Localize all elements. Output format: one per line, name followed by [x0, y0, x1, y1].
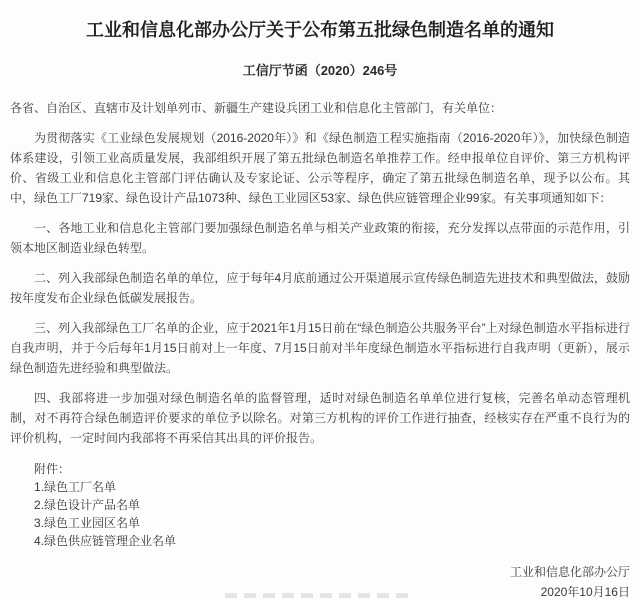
- body-paragraph-item-3: 三、列入我部绿色工厂名单的企业，应于2021年1月15日前在“绿色制造公共服务平台”上对绿色制造水平指标进行自我声明，并于今后每年1月15日前对上一年度、7月15日前对半年度绿色制造水平指标进行自我声明（更新），展示绿色制造先进经验和典型做法。: [10, 321, 630, 375]
- signature-date: 2020年10月16日: [540, 585, 630, 599]
- document-number: 工信厅节函（2020）246号: [242, 63, 398, 78]
- body-paragraph-item-2: 二、列入我部绿色制造名单的单位，应于每年4月底前通过公开渠道展示宣传绿色制造先进技术和典型做法，鼓励按年度发布企业绿色低碳发展报告。: [10, 271, 630, 305]
- attachment-item-2: 2.绿色设计产品名单: [34, 498, 141, 512]
- attachment-item-1: 1.绿色工厂名单: [34, 480, 117, 494]
- attachments-section: [10, 460, 630, 550]
- cutoff-text-fragment: [225, 593, 415, 598]
- salutation-line: 各省、自治区、直辖市及计划单列市、新疆生产建设兵团工业和信息化主管部门，有关单位：: [10, 101, 503, 115]
- page-title: 工业和信息化部办公厅关于公布第五批绿色制造名单的通知: [86, 20, 554, 40]
- signature-organization: 工业和信息化部办公厅: [509, 565, 630, 579]
- attachment-item-3: 3.绿色工业园区名单: [34, 516, 141, 530]
- attachments-label: 附件：: [34, 462, 71, 476]
- body-paragraph-intro: 为贯彻落实《工业绿色发展规划（2016-2020年）》和《绿色制造工程实施指南（2016-2020年）》，加快绿色制造体系建设，引领工业高质量发展，我部组织开展了第五批绿色制造名单推荐工作。经申报单位自评价、第三方机构评价、省级工业和信息化主管部门评估确认及专家论证、公示等程序，确定了第五批绿色制造名单，现予以公布。其中，绿色工厂719家、绿色设计产品1073种、绿色工业园区53家、绿色供应链管理企业99家。有关事项通知如下：: [10, 131, 630, 205]
- attachment-item-4: 4.绿色供应链管理企业名单: [34, 534, 177, 548]
- body-paragraph-item-1: 一、各地工业和信息化主管部门要加强绿色制造名单与相关产业政策的衔接，充分发挥以点带面的示范作用，引领本地区制造业绿色转型。: [10, 221, 630, 255]
- body-paragraph-item-4: 四、我部将进一步加强对绿色制造名单的监督管理，适时对绿色制造名单单位进行复核，完善名单动态管理机制，对不再符合绿色制造评价要求的单位予以除名。对第三方机构的评价工作进行抽查，经核实存在严重不良行为的评价机构，一定时间内我部将不再采信其出具的评价报告。: [10, 391, 630, 445]
